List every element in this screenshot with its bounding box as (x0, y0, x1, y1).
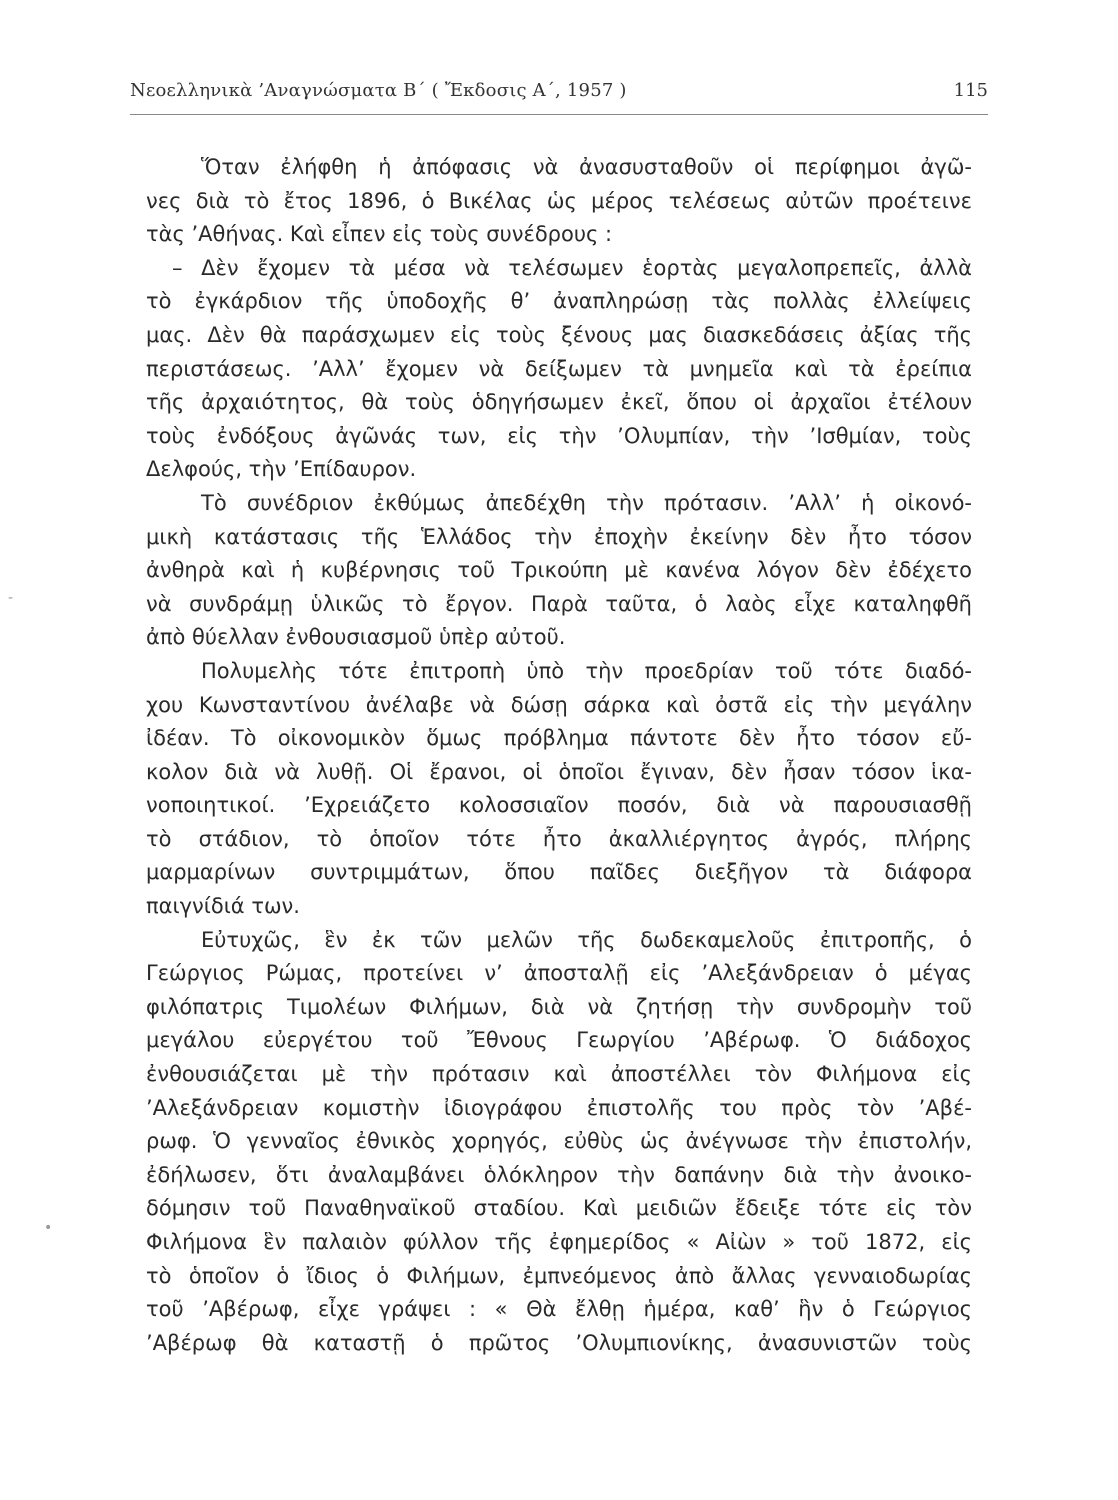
text-line: ἰδέαν. Τὸ οἰκονομικὸν ὅμως πρόβλημα πάντοτε δὲν ἦτο τόσον εὔ- (146, 726, 972, 751)
text-line: Πολυμελὴς τότε ἐπιτροπὴ ὑπὸ τὴν προεδρίαν τοῦ τότε διαδό- (201, 658, 972, 683)
text-line: Γεώργιος Ρώμας, προτείνει ν’ ἀποσταλῇ εἰς ’Αλεξάνδρειαν ὁ μέγας (146, 961, 972, 986)
text-line: Ὅταν ἐλήφθη ἡ ἀπόφασις νὰ ἀνασυσταθοῦν οἱ περίφημοι ἀγῶ- (201, 155, 972, 179)
running-title: Νεοελληνικὰ ’Αναγνώσματα Β΄ ( Ἔκδοσις Α΄, 1957 ) (130, 80, 627, 101)
text-line: μαρμαρίνων συντριμμάτων, ὅπου παῖδες διεξῆγον τὰ διάφορα (146, 860, 972, 885)
text-line: νὰ συνδράμῃ ὑλικῶς τὸ ἔργον. Παρὰ ταῦτα, ὁ λαὸς εἶχε καταληφθῆ (146, 591, 972, 616)
text-line: τὸ ἐγκάρδιον τῆς ὑποδοχῆς θ’ ἀναπληρώσῃ τὰς πολλὰς ἐλλείψεις (146, 289, 972, 314)
page-number: 115 (953, 80, 988, 101)
text-line: Δελφούς, τὴν ’Επίδαυρον. (146, 457, 417, 482)
text-line: φιλόπατρις Τιμολέων Φιλήμων, διὰ νὰ ζητήσῃ τὴν συνδρομὴν τοῦ (146, 994, 972, 1019)
text-line: μικὴ κατάστασις τῆς Ἑλλάδος τὴν ἐποχὴν ἐκείνην δὲν ἦτο τόσον (146, 524, 972, 549)
scan-speck: - (8, 590, 14, 606)
text-line: παιγνίδιά των. (146, 894, 300, 919)
text-line: μας. Δὲν θὰ παράσχωμεν εἰς τοὺς ξένους μας διασκεδάσεις ἀξίας τῆς (146, 322, 972, 347)
text-line: δόμησιν τοῦ Παναθηναϊκοῦ σταδίου. Καὶ μειδιῶν ἔδειξε τότε εἰς τὸν (146, 1196, 972, 1221)
text-line: ἀπὸ θύελλαν ἐνθουσιασμοῦ ὑπὲρ αὐτοῦ. (146, 625, 566, 650)
text-line: νοποιητικοί. ’Εχρειάζετο κολοσσιαῖον ποσόν, διὰ νὰ παρουσιασθῇ (146, 793, 972, 818)
body-text (146, 151, 972, 1360)
text-line: ρωφ. Ὁ γενναῖος ἐθνικὸς χορηγός, εὐθὺς ὡς ἀνέγνωσε τὴν ἐπιστολήν, (146, 1129, 972, 1154)
text-line: – Δὲν ἔχομεν τὰ μέσα νὰ τελέσωμεν ἑορτὰς μεγαλοπρεπεῖς, ἀλλὰ (172, 255, 972, 280)
text-line: ’Αλεξάνδρειαν κομιστὴν ἰδιογράφου ἐπιστολῆς του πρὸς τὸν ’Αβέ- (146, 1095, 972, 1120)
text-line: μεγάλου εὐεργέτου τοῦ Ἔθνους Γεωργίου ’Αβέρωφ. Ὁ διάδοχος (146, 1028, 972, 1053)
running-header (130, 76, 988, 106)
text-line: ’Αβέρωφ θὰ καταστῇ ὁ πρῶτος ’Ολυμπιονίκης, ἀνασυνιστῶν τοὺς (146, 1330, 972, 1355)
text-line: περιστάσεως. ’Αλλ’ ἔχομεν νὰ δείξωμεν τὰ μνημεῖα καὶ τὰ ἐρείπια (146, 356, 972, 381)
text-line: χου Κωνσταντίνου ἀνέλαβε νὰ δώσῃ σάρκα καὶ ὀστᾶ εἰς τὴν μεγάλην (146, 692, 972, 717)
text-line: τῆς ἀρχαιότητος, θὰ τοὺς ὁδηγήσωμεν ἐκεῖ, ὅπου οἱ ἀρχαῖοι ἐτέλουν (146, 390, 972, 415)
header-rule (130, 114, 988, 115)
text-line: τὰς ’Αθήνας. Καὶ εἶπεν εἰς τοὺς συνέδρους : (146, 222, 613, 247)
text-line: ἀνθηρὰ καὶ ἡ κυβέρνησις τοῦ Τρικούπη μὲ κανένα λόγον δὲν ἐδέχετο (146, 558, 972, 583)
scan-speck: • (44, 1220, 53, 1236)
text-line: τοὺς ἐνδόξους ἀγῶνάς των, εἰς τὴν ’Ολυμπίαν, τὴν ’Ισθμίαν, τοὺς (146, 423, 972, 448)
text-line: Εὐτυχῶς, ἓν ἐκ τῶν μελῶν τῆς δωδεκαμελοῦς ἐπιτροπῆς, ὁ (201, 927, 972, 952)
text-line: ἐδήλωσεν, ὅτι ἀναλαμβάνει ὁλόκληρον τὴν δαπάνην διὰ τὴν ἀνοικο- (146, 1162, 972, 1187)
text-line: ἐνθουσιάζεται μὲ τὴν πρότασιν καὶ ἀποστέλλει τὸν Φιλήμονα εἰς (146, 1062, 972, 1087)
text-line: νες διὰ τὸ ἔτος 1896, ὁ Βικέλας ὡς μέρος τελέσεως αὐτῶν προέτεινε (146, 188, 972, 213)
text-line: Φιλήμονα ἓν παλαιὸν φύλλον τῆς ἐφημερίδος « Αἰὼν » τοῦ 1872, εἰς (146, 1230, 972, 1254)
text-line: κολον διὰ νὰ λυθῇ. Οἱ ἔρανοι, οἱ ὁποῖοι ἔγιναν, δὲν ἦσαν τόσον ἱκα- (146, 759, 972, 784)
text-line: τοῦ ’Αβέρωφ, εἶχε γράψει : « Θὰ ἔλθῃ ἡμέρα, καθ’ ἣν ὁ Γεώργιος (146, 1297, 972, 1322)
text-line: τὸ ὁποῖον ὁ ἴδιος ὁ Φιλήμων, ἐμπνεόμενος ἀπὸ ἄλλας γενναιοδωρίας (146, 1263, 972, 1288)
text-line: τὸ στάδιον, τὸ ὁποῖον τότε ἦτο ἀκαλλιέργητος ἀγρός, πλήρης (146, 826, 972, 851)
text-line: Τὸ συνέδριον ἐκθύμως ἀπεδέχθη τὴν πρότασιν. ’Αλλ’ ἡ οἰκονό- (201, 490, 972, 515)
